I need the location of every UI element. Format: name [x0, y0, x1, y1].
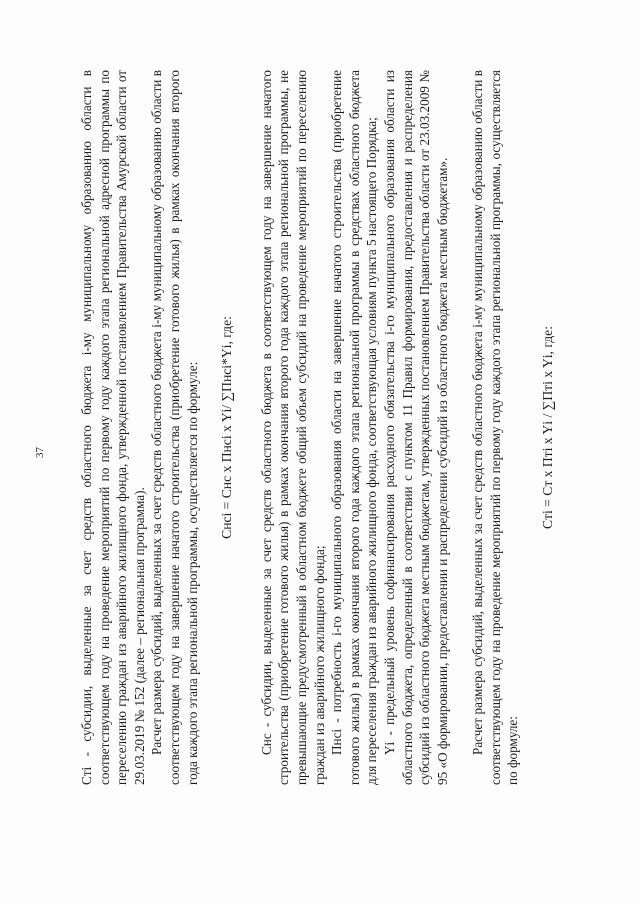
formula-cnsi: Cнсі = Cнс x Пнсі x Yі/ ∑Пнсі*Yі, где:	[219, 316, 235, 539]
paragraph-calc-completion: Расчет размера субсидий, выделенных за счет средств областного бюджета i-му муниципальному образованию области в соответствующем году на завершение начатого строительства (приобретение готового жилья) в рамках окончания второго года каждого этапа региональной программы, осуществляется по формуле:	[149, 70, 200, 785]
paragraph-cti-definition: Cті - субсидии, выделенные за счет средств областного бюджета i-му муниципальному образованию области в соответствующем году на проведение мероприятий по первому году каждого этапа региональной адресной программы по переселению граждан из аварийного жилищного фонда, утвержденной постановлением Правительства Амурской области от 29.03.2019 № 152 (далее – региональная программа).	[79, 70, 147, 785]
page-number: 37	[34, 447, 46, 458]
formula-cti: Cті = Cт x Пті x Yі / ∑Пті x Yі, где:	[540, 326, 556, 529]
paragraph-pnsi-definition: Пнсі - потребность i-го муниципального образования области на завершение начатого строительства (приобретение готового жилья) в рамках окончания второго года каждого этапа региональной программы в средствах областного бюджета для переселения граждан из аварийного жилищного фонда, соответствующая условиям пункта 5 настоящего Порядка;	[329, 70, 380, 785]
paragraph-yi-definition: Yі - предельный уровень софинансирования расходного обязательства i-го муниципального образования области из областного бюджета, определенный в соответствии с пунктом 11 Правил формирования, предоставления и распределения субсидий из областного бюджета местным бюджетам, утвержденных постановлением Правительства области от 23.03.2009 № 95 «О формировании, предоставлении и распределении субсидий из областного бюджета местным бюджетам».	[381, 70, 450, 785]
paragraph-cns-definition: Cнс - субсидии, выделенные за счет средств областного бюджета в соответствующем году на завершение начатого строительства (приобретение готового жилья) в рамках окончания второго года каждого этапа региональной программы, не превышающие предусмотренный в областном бюджете общий объем субсидий на проведение мероприятий по переселению граждан из аварийного жилищного фонда;	[258, 70, 327, 785]
paragraph-calc-first-year: Расчет размера субсидий, выделенных за счет средств областного бюджета i-му муниципальному образованию области в соответствующем году на проведение мероприятий по первому году каждого этапа региональной программы, осуществляется по формуле:	[470, 70, 521, 785]
document-body	[78, 70, 579, 785]
